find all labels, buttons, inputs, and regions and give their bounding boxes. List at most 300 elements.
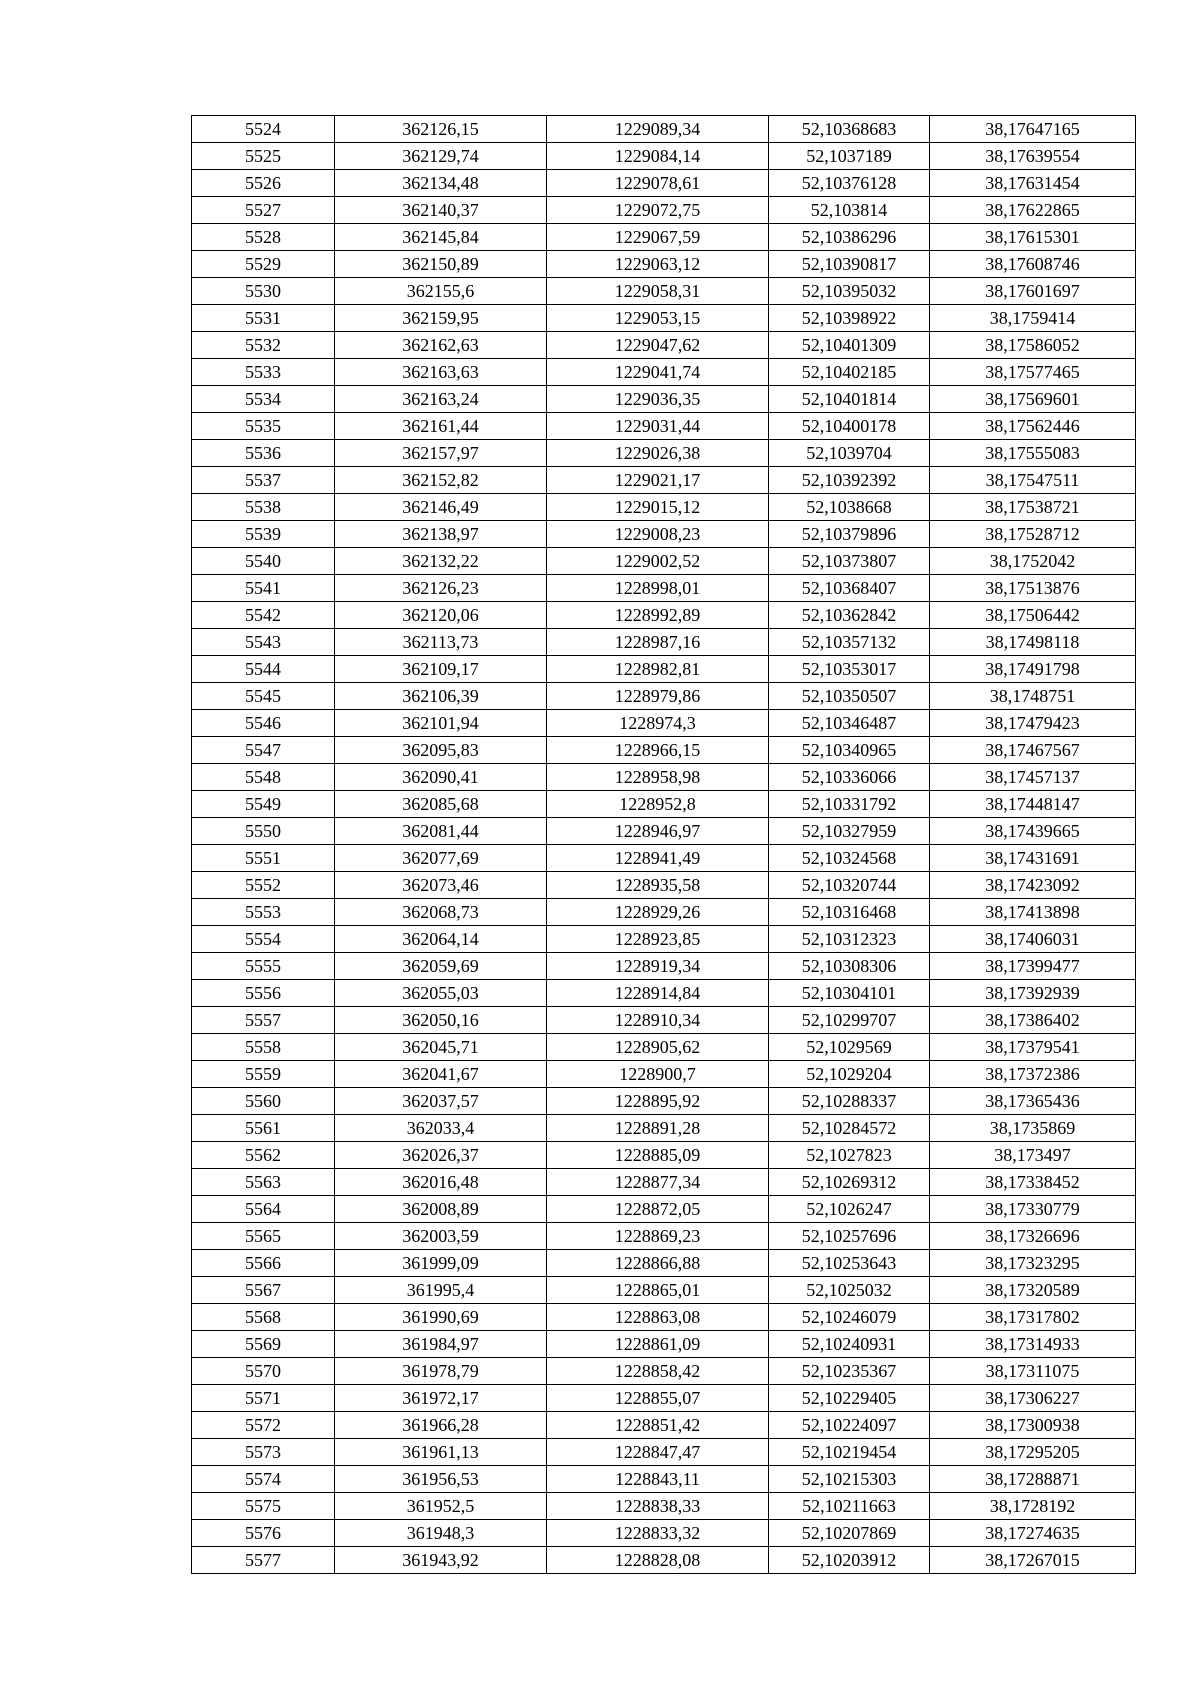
longitude-cell: 38,17317802	[930, 1304, 1136, 1331]
x-coordinate-cell: 362085,68	[335, 791, 547, 818]
coordinates-table-body	[192, 116, 1136, 1574]
latitude-cell: 52,1027823	[769, 1142, 930, 1169]
table-row	[192, 332, 1136, 359]
longitude-cell: 38,17288871	[930, 1466, 1136, 1493]
x-coordinate-cell: 362095,83	[335, 737, 547, 764]
longitude-cell: 38,17314933	[930, 1331, 1136, 1358]
point-number-cell: 5541	[192, 575, 335, 602]
x-coordinate-cell: 361943,92	[335, 1547, 547, 1574]
longitude-cell: 38,17601697	[930, 278, 1136, 305]
latitude-cell: 52,10240931	[769, 1331, 930, 1358]
point-number-cell: 5545	[192, 683, 335, 710]
y-coordinate-cell: 1228946,97	[547, 818, 769, 845]
y-coordinate-cell: 1229002,52	[547, 548, 769, 575]
table-row	[192, 467, 1136, 494]
longitude-cell: 38,17538721	[930, 494, 1136, 521]
latitude-cell: 52,10376128	[769, 170, 930, 197]
latitude-cell: 52,10368407	[769, 575, 930, 602]
longitude-cell: 38,17295205	[930, 1439, 1136, 1466]
x-coordinate-cell: 361948,3	[335, 1520, 547, 1547]
latitude-cell: 52,10284572	[769, 1115, 930, 1142]
point-number-cell: 5540	[192, 548, 335, 575]
x-coordinate-cell: 362003,59	[335, 1223, 547, 1250]
y-coordinate-cell: 1228958,98	[547, 764, 769, 791]
latitude-cell: 52,10253643	[769, 1250, 930, 1277]
table-row	[192, 1304, 1136, 1331]
longitude-cell: 38,17506442	[930, 602, 1136, 629]
x-coordinate-cell: 362159,95	[335, 305, 547, 332]
y-coordinate-cell: 1228992,89	[547, 602, 769, 629]
longitude-cell: 38,17439665	[930, 818, 1136, 845]
x-coordinate-cell: 362126,23	[335, 575, 547, 602]
x-coordinate-cell: 362090,41	[335, 764, 547, 791]
longitude-cell: 38,17423092	[930, 872, 1136, 899]
table-row	[192, 629, 1136, 656]
latitude-cell: 52,1026247	[769, 1196, 930, 1223]
table-row	[192, 494, 1136, 521]
longitude-cell: 38,17311075	[930, 1358, 1136, 1385]
x-coordinate-cell: 362163,24	[335, 386, 547, 413]
point-number-cell: 5532	[192, 332, 335, 359]
y-coordinate-cell: 1229036,35	[547, 386, 769, 413]
table-row	[192, 872, 1136, 899]
table-row	[192, 953, 1136, 980]
longitude-cell: 38,17577465	[930, 359, 1136, 386]
y-coordinate-cell: 1228858,42	[547, 1358, 769, 1385]
point-number-cell: 5542	[192, 602, 335, 629]
point-number-cell: 5526	[192, 170, 335, 197]
point-number-cell: 5544	[192, 656, 335, 683]
latitude-cell: 52,10336066	[769, 764, 930, 791]
y-coordinate-cell: 1228828,08	[547, 1547, 769, 1574]
longitude-cell: 38,17555083	[930, 440, 1136, 467]
table-row	[192, 1223, 1136, 1250]
point-number-cell: 5548	[192, 764, 335, 791]
latitude-cell: 52,10327959	[769, 818, 930, 845]
longitude-cell: 38,17547511	[930, 467, 1136, 494]
x-coordinate-cell: 362041,67	[335, 1061, 547, 1088]
longitude-cell: 38,17372386	[930, 1061, 1136, 1088]
table-row	[192, 359, 1136, 386]
longitude-cell: 38,1759414	[930, 305, 1136, 332]
longitude-cell: 38,17365436	[930, 1088, 1136, 1115]
point-number-cell: 5549	[192, 791, 335, 818]
point-number-cell: 5538	[192, 494, 335, 521]
point-number-cell: 5547	[192, 737, 335, 764]
x-coordinate-cell: 362073,46	[335, 872, 547, 899]
point-number-cell: 5533	[192, 359, 335, 386]
x-coordinate-cell: 362101,94	[335, 710, 547, 737]
y-coordinate-cell: 1228929,26	[547, 899, 769, 926]
latitude-cell: 52,1029204	[769, 1061, 930, 1088]
y-coordinate-cell: 1228966,15	[547, 737, 769, 764]
longitude-cell: 38,17306227	[930, 1385, 1136, 1412]
table-row	[192, 224, 1136, 251]
latitude-cell: 52,10350507	[769, 683, 930, 710]
y-coordinate-cell: 1228979,86	[547, 683, 769, 710]
longitude-cell: 38,17615301	[930, 224, 1136, 251]
table-row	[192, 1466, 1136, 1493]
table-row	[192, 251, 1136, 278]
point-number-cell: 5562	[192, 1142, 335, 1169]
x-coordinate-cell: 361990,69	[335, 1304, 547, 1331]
point-number-cell: 5572	[192, 1412, 335, 1439]
longitude-cell: 38,17586052	[930, 332, 1136, 359]
y-coordinate-cell: 1228974,3	[547, 710, 769, 737]
point-number-cell: 5546	[192, 710, 335, 737]
point-number-cell: 5563	[192, 1169, 335, 1196]
latitude-cell: 52,10331792	[769, 791, 930, 818]
y-coordinate-cell: 1228919,34	[547, 953, 769, 980]
table-row	[192, 575, 1136, 602]
table-row	[192, 1250, 1136, 1277]
longitude-cell: 38,1752042	[930, 548, 1136, 575]
latitude-cell: 52,10400178	[769, 413, 930, 440]
longitude-cell: 38,17479423	[930, 710, 1136, 737]
table-row	[192, 1547, 1136, 1574]
point-number-cell: 5569	[192, 1331, 335, 1358]
longitude-cell: 38,17457137	[930, 764, 1136, 791]
latitude-cell: 52,10288337	[769, 1088, 930, 1115]
table-row	[192, 602, 1136, 629]
point-number-cell: 5574	[192, 1466, 335, 1493]
point-number-cell: 5550	[192, 818, 335, 845]
latitude-cell: 52,10229405	[769, 1385, 930, 1412]
y-coordinate-cell: 1229058,31	[547, 278, 769, 305]
y-coordinate-cell: 1228833,32	[547, 1520, 769, 1547]
y-coordinate-cell: 1229067,59	[547, 224, 769, 251]
y-coordinate-cell: 1228895,92	[547, 1088, 769, 1115]
x-coordinate-cell: 362113,73	[335, 629, 547, 656]
x-coordinate-cell: 362145,84	[335, 224, 547, 251]
point-number-cell: 5559	[192, 1061, 335, 1088]
y-coordinate-cell: 1228941,49	[547, 845, 769, 872]
x-coordinate-cell: 362161,44	[335, 413, 547, 440]
longitude-cell: 38,17631454	[930, 170, 1136, 197]
y-coordinate-cell: 1228998,01	[547, 575, 769, 602]
longitude-cell: 38,17622865	[930, 197, 1136, 224]
point-number-cell: 5529	[192, 251, 335, 278]
y-coordinate-cell: 1229072,75	[547, 197, 769, 224]
y-coordinate-cell: 1229089,34	[547, 116, 769, 143]
point-number-cell: 5577	[192, 1547, 335, 1574]
point-number-cell: 5567	[192, 1277, 335, 1304]
y-coordinate-cell: 1229084,14	[547, 143, 769, 170]
longitude-cell: 38,1748751	[930, 683, 1136, 710]
y-coordinate-cell: 1228843,11	[547, 1466, 769, 1493]
y-coordinate-cell: 1228872,05	[547, 1196, 769, 1223]
point-number-cell: 5575	[192, 1493, 335, 1520]
longitude-cell: 38,1728192	[930, 1493, 1136, 1520]
point-number-cell: 5571	[192, 1385, 335, 1412]
y-coordinate-cell: 1228885,09	[547, 1142, 769, 1169]
point-number-cell: 5561	[192, 1115, 335, 1142]
point-number-cell: 5543	[192, 629, 335, 656]
longitude-cell: 38,17562446	[930, 413, 1136, 440]
point-number-cell: 5560	[192, 1088, 335, 1115]
point-number-cell: 5557	[192, 1007, 335, 1034]
latitude-cell: 52,10340965	[769, 737, 930, 764]
latitude-cell: 52,10395032	[769, 278, 930, 305]
table-row	[192, 1277, 1136, 1304]
longitude-cell: 38,17392939	[930, 980, 1136, 1007]
longitude-cell: 38,17647165	[930, 116, 1136, 143]
table-row	[192, 899, 1136, 926]
latitude-cell: 52,10257696	[769, 1223, 930, 1250]
x-coordinate-cell: 362081,44	[335, 818, 547, 845]
longitude-cell: 38,1735869	[930, 1115, 1136, 1142]
x-coordinate-cell: 361978,79	[335, 1358, 547, 1385]
latitude-cell: 52,10386296	[769, 224, 930, 251]
table-row	[192, 1412, 1136, 1439]
longitude-cell: 38,17323295	[930, 1250, 1136, 1277]
x-coordinate-cell: 362068,73	[335, 899, 547, 926]
longitude-cell: 38,17498118	[930, 629, 1136, 656]
latitude-cell: 52,1037189	[769, 143, 930, 170]
table-row	[192, 764, 1136, 791]
point-number-cell: 5556	[192, 980, 335, 1007]
latitude-cell: 52,10215303	[769, 1466, 930, 1493]
latitude-cell: 52,10398922	[769, 305, 930, 332]
y-coordinate-cell: 1228900,7	[547, 1061, 769, 1088]
latitude-cell: 52,10207869	[769, 1520, 930, 1547]
longitude-cell: 38,17274635	[930, 1520, 1136, 1547]
x-coordinate-cell: 361995,4	[335, 1277, 547, 1304]
table-row	[192, 1196, 1136, 1223]
x-coordinate-cell: 362033,4	[335, 1115, 547, 1142]
y-coordinate-cell: 1229053,15	[547, 305, 769, 332]
x-coordinate-cell: 362157,97	[335, 440, 547, 467]
y-coordinate-cell: 1228952,8	[547, 791, 769, 818]
table-row	[192, 980, 1136, 1007]
longitude-cell: 38,17326696	[930, 1223, 1136, 1250]
x-coordinate-cell: 362055,03	[335, 980, 547, 1007]
x-coordinate-cell: 362134,48	[335, 170, 547, 197]
point-number-cell: 5534	[192, 386, 335, 413]
longitude-cell: 38,17448147	[930, 791, 1136, 818]
table-row	[192, 305, 1136, 332]
y-coordinate-cell: 1228877,34	[547, 1169, 769, 1196]
longitude-cell: 38,17300938	[930, 1412, 1136, 1439]
table-row	[192, 1493, 1136, 1520]
table-row	[192, 1331, 1136, 1358]
table-row	[192, 656, 1136, 683]
latitude-cell: 52,10390817	[769, 251, 930, 278]
longitude-cell: 38,17491798	[930, 656, 1136, 683]
latitude-cell: 52,10211663	[769, 1493, 930, 1520]
x-coordinate-cell: 362162,63	[335, 332, 547, 359]
y-coordinate-cell: 1229047,62	[547, 332, 769, 359]
x-coordinate-cell: 361999,09	[335, 1250, 547, 1277]
table-row	[192, 1061, 1136, 1088]
table-row	[192, 1034, 1136, 1061]
longitude-cell: 38,17338452	[930, 1169, 1136, 1196]
longitude-cell: 38,17330779	[930, 1196, 1136, 1223]
longitude-cell: 38,17386402	[930, 1007, 1136, 1034]
latitude-cell: 52,10362842	[769, 602, 930, 629]
x-coordinate-cell: 361956,53	[335, 1466, 547, 1493]
x-coordinate-cell: 362140,37	[335, 197, 547, 224]
longitude-cell: 38,17431691	[930, 845, 1136, 872]
point-number-cell: 5554	[192, 926, 335, 953]
x-coordinate-cell: 362132,22	[335, 548, 547, 575]
x-coordinate-cell: 362120,06	[335, 602, 547, 629]
point-number-cell: 5553	[192, 899, 335, 926]
y-coordinate-cell: 1228866,88	[547, 1250, 769, 1277]
table-row	[192, 1115, 1136, 1142]
point-number-cell: 5530	[192, 278, 335, 305]
y-coordinate-cell: 1228905,62	[547, 1034, 769, 1061]
y-coordinate-cell: 1229063,12	[547, 251, 769, 278]
latitude-cell: 52,10304101	[769, 980, 930, 1007]
table-row	[192, 710, 1136, 737]
longitude-cell: 38,17267015	[930, 1547, 1136, 1574]
table-row	[192, 845, 1136, 872]
table-row	[192, 1088, 1136, 1115]
x-coordinate-cell: 362155,6	[335, 278, 547, 305]
point-number-cell: 5564	[192, 1196, 335, 1223]
longitude-cell: 38,17639554	[930, 143, 1136, 170]
point-number-cell: 5558	[192, 1034, 335, 1061]
latitude-cell: 52,1039704	[769, 440, 930, 467]
latitude-cell: 52,10379896	[769, 521, 930, 548]
y-coordinate-cell: 1228987,16	[547, 629, 769, 656]
y-coordinate-cell: 1229041,74	[547, 359, 769, 386]
latitude-cell: 52,10224097	[769, 1412, 930, 1439]
latitude-cell: 52,10320744	[769, 872, 930, 899]
latitude-cell: 52,10299707	[769, 1007, 930, 1034]
point-number-cell: 5527	[192, 197, 335, 224]
y-coordinate-cell: 1228891,28	[547, 1115, 769, 1142]
table-row	[192, 1358, 1136, 1385]
point-number-cell: 5525	[192, 143, 335, 170]
x-coordinate-cell: 362126,15	[335, 116, 547, 143]
latitude-cell: 52,10235367	[769, 1358, 930, 1385]
x-coordinate-cell: 361952,5	[335, 1493, 547, 1520]
table-row	[192, 1142, 1136, 1169]
longitude-cell: 38,17320589	[930, 1277, 1136, 1304]
table-row	[192, 386, 1136, 413]
table-row	[192, 170, 1136, 197]
x-coordinate-cell: 362150,89	[335, 251, 547, 278]
latitude-cell: 52,10203912	[769, 1547, 930, 1574]
latitude-cell: 52,10246079	[769, 1304, 930, 1331]
point-number-cell: 5576	[192, 1520, 335, 1547]
longitude-cell: 38,173497	[930, 1142, 1136, 1169]
x-coordinate-cell: 362037,57	[335, 1088, 547, 1115]
point-number-cell: 5570	[192, 1358, 335, 1385]
latitude-cell: 52,10373807	[769, 548, 930, 575]
latitude-cell: 52,10353017	[769, 656, 930, 683]
latitude-cell: 52,10357132	[769, 629, 930, 656]
y-coordinate-cell: 1228869,23	[547, 1223, 769, 1250]
x-coordinate-cell: 362059,69	[335, 953, 547, 980]
x-coordinate-cell: 362146,49	[335, 494, 547, 521]
latitude-cell: 52,10324568	[769, 845, 930, 872]
x-coordinate-cell: 362016,48	[335, 1169, 547, 1196]
point-number-cell: 5536	[192, 440, 335, 467]
latitude-cell: 52,1029569	[769, 1034, 930, 1061]
table-row	[192, 1520, 1136, 1547]
table-row	[192, 197, 1136, 224]
y-coordinate-cell: 1228855,07	[547, 1385, 769, 1412]
table-row	[192, 278, 1136, 305]
point-number-cell: 5555	[192, 953, 335, 980]
longitude-cell: 38,17467567	[930, 737, 1136, 764]
x-coordinate-cell: 362106,39	[335, 683, 547, 710]
table-row	[192, 548, 1136, 575]
latitude-cell: 52,10312323	[769, 926, 930, 953]
y-coordinate-cell: 1228851,42	[547, 1412, 769, 1439]
latitude-cell: 52,10401309	[769, 332, 930, 359]
point-number-cell: 5539	[192, 521, 335, 548]
latitude-cell: 52,10346487	[769, 710, 930, 737]
table-row	[192, 521, 1136, 548]
point-number-cell: 5573	[192, 1439, 335, 1466]
table-row	[192, 413, 1136, 440]
table-row	[192, 143, 1136, 170]
point-number-cell: 5552	[192, 872, 335, 899]
latitude-cell: 52,10308306	[769, 953, 930, 980]
point-number-cell: 5524	[192, 116, 335, 143]
latitude-cell: 52,10401814	[769, 386, 930, 413]
longitude-cell: 38,17608746	[930, 251, 1136, 278]
table-row	[192, 1385, 1136, 1412]
point-number-cell: 5568	[192, 1304, 335, 1331]
y-coordinate-cell: 1228910,34	[547, 1007, 769, 1034]
table-row	[192, 926, 1136, 953]
y-coordinate-cell: 1228861,09	[547, 1331, 769, 1358]
point-number-cell: 5566	[192, 1250, 335, 1277]
y-coordinate-cell: 1229015,12	[547, 494, 769, 521]
y-coordinate-cell: 1229021,17	[547, 467, 769, 494]
y-coordinate-cell: 1229026,38	[547, 440, 769, 467]
y-coordinate-cell: 1228982,81	[547, 656, 769, 683]
longitude-cell: 38,17379541	[930, 1034, 1136, 1061]
y-coordinate-cell: 1228847,47	[547, 1439, 769, 1466]
latitude-cell: 52,10219454	[769, 1439, 930, 1466]
table-row	[192, 1169, 1136, 1196]
latitude-cell: 52,1025032	[769, 1277, 930, 1304]
latitude-cell: 52,103814	[769, 197, 930, 224]
x-coordinate-cell: 361984,97	[335, 1331, 547, 1358]
longitude-cell: 38,17399477	[930, 953, 1136, 980]
longitude-cell: 38,17413898	[930, 899, 1136, 926]
table-row	[192, 737, 1136, 764]
y-coordinate-cell: 1228838,33	[547, 1493, 769, 1520]
table-row	[192, 1439, 1136, 1466]
latitude-cell: 52,10269312	[769, 1169, 930, 1196]
y-coordinate-cell: 1229008,23	[547, 521, 769, 548]
x-coordinate-cell: 362152,82	[335, 467, 547, 494]
x-coordinate-cell: 362045,71	[335, 1034, 547, 1061]
y-coordinate-cell: 1228914,84	[547, 980, 769, 1007]
longitude-cell: 38,17513876	[930, 575, 1136, 602]
y-coordinate-cell: 1228935,58	[547, 872, 769, 899]
table-row	[192, 116, 1136, 143]
latitude-cell: 52,10368683	[769, 116, 930, 143]
x-coordinate-cell: 362129,74	[335, 143, 547, 170]
table-row	[192, 791, 1136, 818]
y-coordinate-cell: 1228865,01	[547, 1277, 769, 1304]
x-coordinate-cell: 362163,63	[335, 359, 547, 386]
latitude-cell: 52,10316468	[769, 899, 930, 926]
longitude-cell: 38,17406031	[930, 926, 1136, 953]
y-coordinate-cell: 1229031,44	[547, 413, 769, 440]
x-coordinate-cell: 362064,14	[335, 926, 547, 953]
latitude-cell: 52,10392392	[769, 467, 930, 494]
point-number-cell: 5565	[192, 1223, 335, 1250]
